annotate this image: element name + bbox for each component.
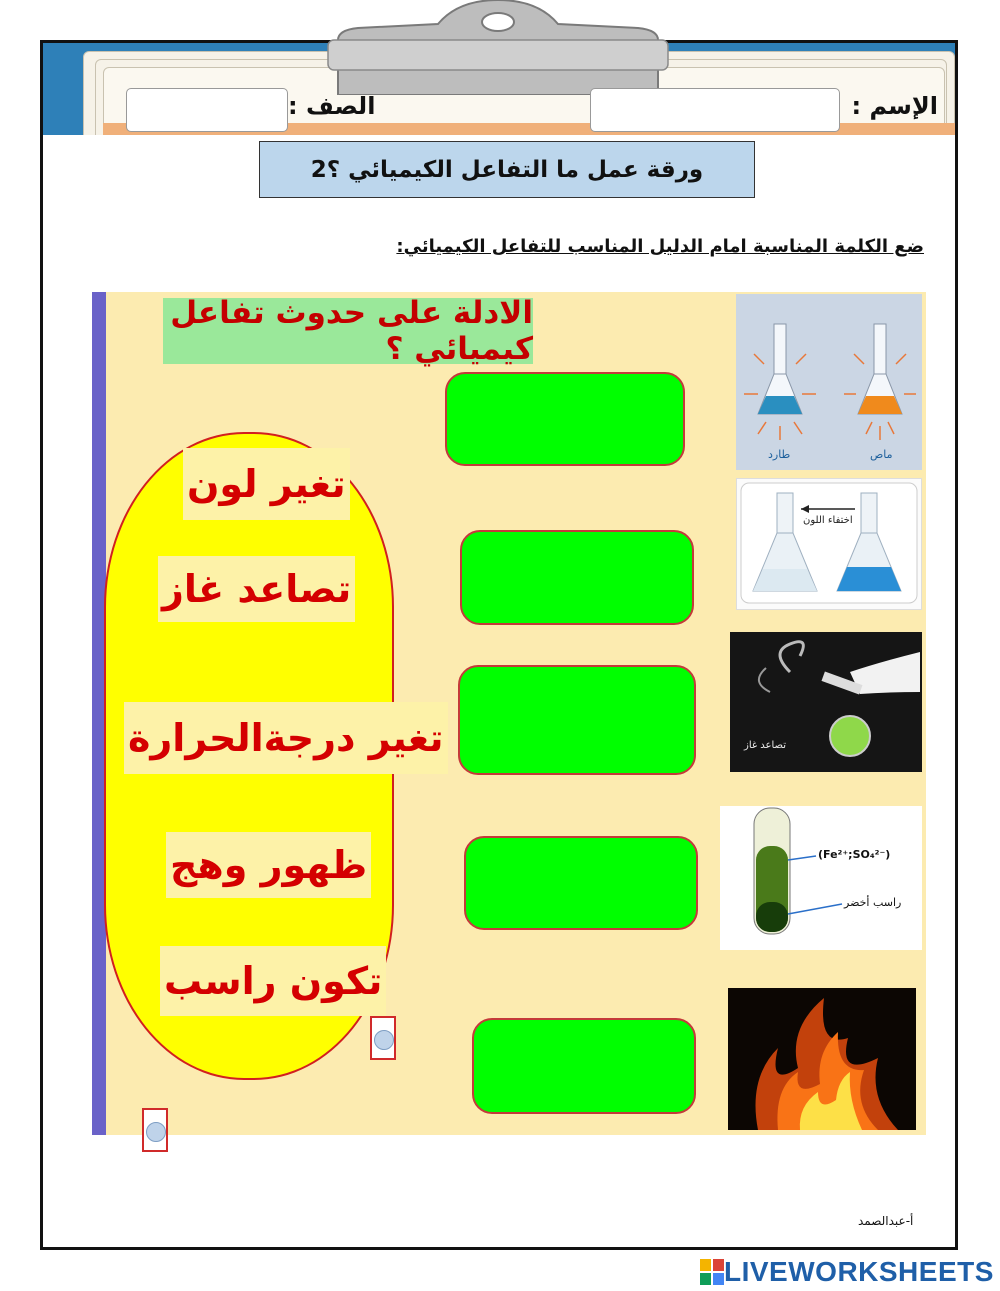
- liveworksheets-logo: [700, 1256, 994, 1288]
- worksheet-title: ورقة عمل ما التفاعل الكيميائي ؟2: [259, 141, 755, 198]
- author-signature: أ-عبدالصمد: [858, 1214, 914, 1228]
- next-arrow-button[interactable]: [370, 1016, 396, 1060]
- name-input[interactable]: [590, 88, 840, 132]
- word-temperature-change[interactable]: تغير درجةالحرارة: [124, 702, 448, 774]
- word-gas-release[interactable]: تصاعد غاز: [158, 556, 355, 622]
- class-input[interactable]: [126, 88, 288, 132]
- brand-logo-icon: [700, 1259, 724, 1285]
- precipitate-formula: (Fe²⁺;SO₄²⁻): [818, 848, 891, 861]
- color-caption: اختفاء اللون: [803, 515, 853, 526]
- answer-slot-3[interactable]: [458, 665, 696, 775]
- prev-arrow-button[interactable]: [142, 1108, 168, 1152]
- gas-caption: تصاعد غاز: [744, 740, 787, 751]
- answer-slot-1[interactable]: [445, 372, 685, 466]
- class-label: الصف :: [288, 92, 376, 120]
- word-color-change[interactable]: تغير لون: [183, 448, 350, 520]
- word-glow[interactable]: ظهور وهج: [166, 832, 371, 898]
- gas-release-image: [730, 632, 922, 772]
- flame-image: [728, 988, 916, 1130]
- endothermic-caption: ماص: [870, 448, 893, 461]
- exothermic-caption: طارد: [768, 448, 791, 461]
- color-change-image: [736, 478, 922, 610]
- answer-slot-5[interactable]: [472, 1018, 696, 1114]
- clipboard-clip-icon: [318, 0, 678, 95]
- instruction-text: ضع الكلمة المناسبة امام الدليل المناسب للتفاعل الكيميائي:: [396, 236, 924, 257]
- thermal-flasks-image: [736, 294, 922, 470]
- activity-heading: الادلة على حدوث تفاعل كيميائي ؟: [163, 298, 533, 364]
- precipitate-image: [720, 806, 922, 950]
- answer-slot-2[interactable]: [460, 530, 694, 625]
- brand-name: LIVEWORKSHEETS: [724, 1256, 994, 1287]
- name-label: الإسم :: [851, 92, 938, 120]
- answer-slot-4[interactable]: [464, 836, 698, 930]
- word-precipitate[interactable]: تكون راسب: [160, 946, 386, 1016]
- precipitate-caption: راسب أخضر: [844, 896, 902, 909]
